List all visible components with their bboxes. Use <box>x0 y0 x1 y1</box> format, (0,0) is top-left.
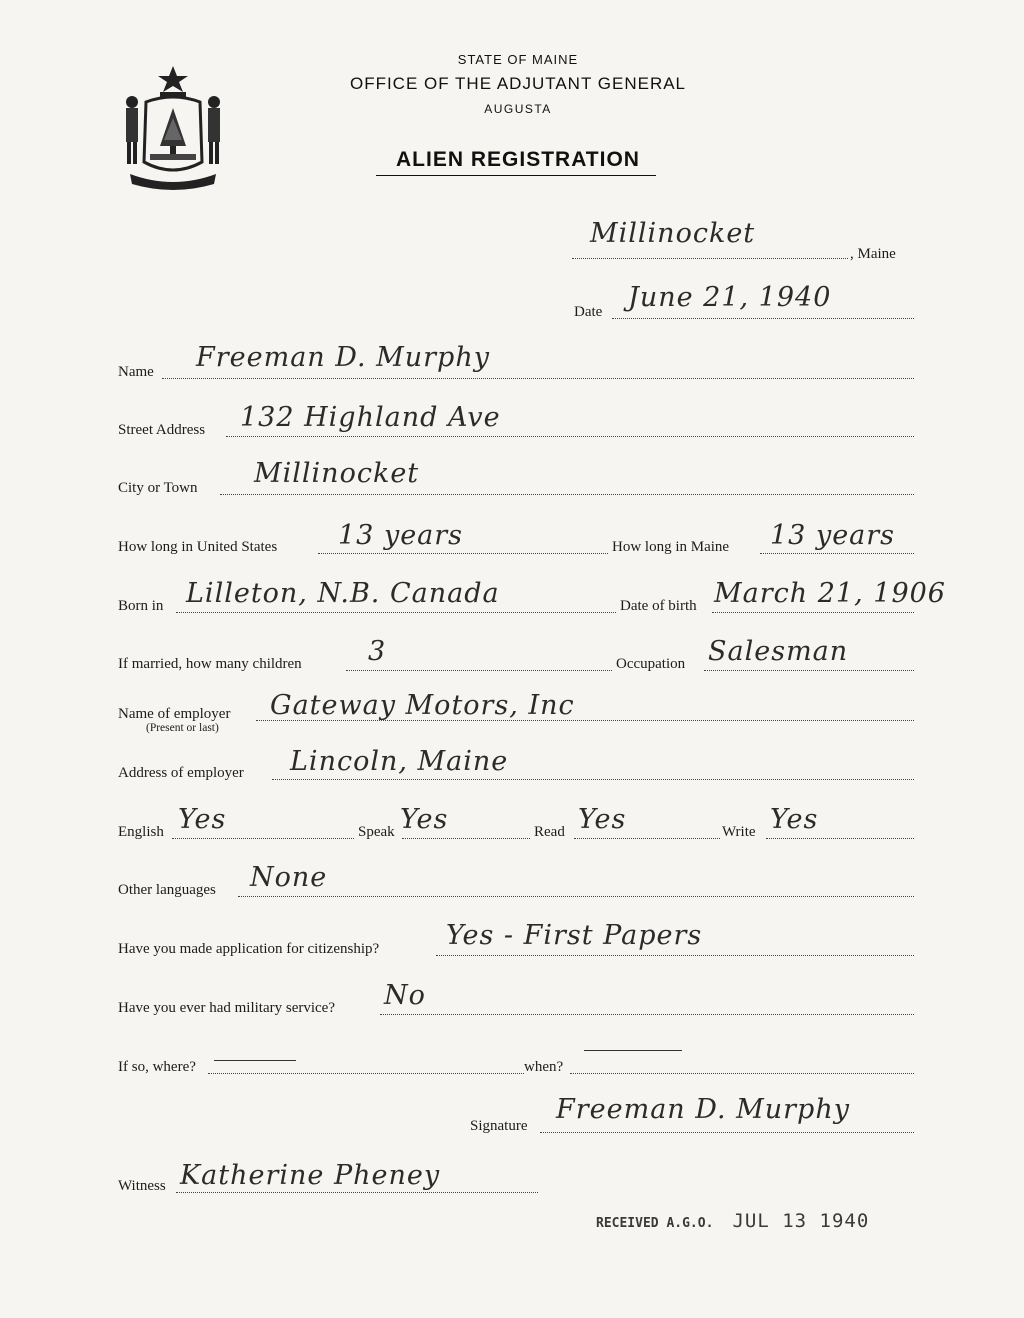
name-label: Name <box>118 364 154 380</box>
citizenship-value: Yes - First Papers <box>446 920 703 951</box>
received-stamp <box>596 1210 869 1232</box>
read-value: Yes <box>578 804 627 835</box>
read-line <box>574 838 720 839</box>
how-long-maine-line <box>760 553 914 554</box>
write-line <box>766 838 914 839</box>
date-line <box>612 318 914 319</box>
witness-line <box>176 1192 538 1193</box>
military-value: No <box>384 980 426 1011</box>
employer-address-line <box>272 779 914 780</box>
born-in-line <box>176 612 616 613</box>
form-title: ALIEN REGISTRATION <box>396 148 640 171</box>
header-city: AUGUSTA <box>484 102 552 116</box>
military-label: Have you ever had military service? <box>118 1000 335 1016</box>
how-long-us-value: 13 years <box>338 520 464 551</box>
stamp-date: JUL 13 1940 <box>732 1210 870 1232</box>
employer-address-value: Lincoln, Maine <box>290 746 509 777</box>
date-label: Date <box>574 304 603 320</box>
dob-value: March 21, 1906 <box>714 578 946 609</box>
children-value: 3 <box>368 636 387 667</box>
other-languages-line <box>238 896 914 897</box>
english-value: Yes <box>178 804 227 835</box>
where-line <box>208 1073 524 1074</box>
how-long-maine-label: How long in Maine <box>612 539 730 555</box>
write-label: Write <box>722 824 756 840</box>
street-value: 132 Highland Ave <box>240 402 501 433</box>
other-languages-label: Other languages <box>118 882 216 898</box>
dob-label: Date of birth <box>620 598 697 614</box>
read-label: Read <box>534 824 565 840</box>
born-in-value: Lilleton, N.B. Canada <box>186 578 500 609</box>
employer-label: Name of employer <box>118 706 231 722</box>
header-office: OFFICE OF THE ADJUTANT GENERAL <box>349 74 687 93</box>
signature-label: Signature <box>470 1118 528 1134</box>
town-value: Millinocket <box>590 218 756 249</box>
street-line <box>226 436 914 437</box>
witness-value: Katherine Pheney <box>180 1160 441 1191</box>
english-line <box>172 838 354 839</box>
when-label: when? <box>524 1059 564 1075</box>
occupation-label: Occupation <box>616 656 686 672</box>
witness-label: Witness <box>118 1178 166 1194</box>
english-label: English <box>118 824 164 840</box>
occupation-value: Salesman <box>708 636 849 667</box>
write-value: Yes <box>770 804 819 835</box>
signature-line <box>540 1132 914 1133</box>
header-state: STATE OF MAINE <box>457 52 579 67</box>
employer-address-label: Address of employer <box>118 765 244 781</box>
name-line <box>162 378 914 379</box>
how-long-maine-value: 13 years <box>770 520 896 551</box>
military-line <box>380 1014 914 1015</box>
born-in-label: Born in <box>118 598 164 614</box>
employer-sub-label: (Present or last) <box>146 722 219 734</box>
date-value: June 21, 1940 <box>628 282 832 313</box>
children-line <box>346 670 612 671</box>
citizenship-line <box>436 955 914 956</box>
title-underline <box>376 175 656 176</box>
when-dash <box>584 1050 682 1051</box>
signature-value: Freeman D. Murphy <box>556 1094 850 1125</box>
occupation-line <box>704 670 914 671</box>
when-line <box>570 1073 914 1074</box>
speak-line <box>402 838 530 839</box>
dob-line <box>712 612 914 613</box>
citizenship-label: Have you made application for citizenship? <box>118 941 380 957</box>
how-long-us-label: How long in United States <box>118 539 278 555</box>
where-dash <box>214 1060 296 1061</box>
street-label: Street Address <box>118 422 206 438</box>
name-value: Freeman D. Murphy <box>196 342 490 373</box>
city-label: City or Town <box>118 480 198 496</box>
employer-line <box>256 720 914 721</box>
other-languages-value: None <box>250 862 328 893</box>
how-long-us-line <box>318 553 608 554</box>
children-label: If married, how many children <box>118 656 302 672</box>
stamp-label: RECEIVED A.G.O. <box>596 1216 714 1231</box>
where-label: If so, where? <box>118 1059 196 1075</box>
city-value: Millinocket <box>254 458 420 489</box>
town-suffix-label: , Maine <box>850 246 896 262</box>
town-line <box>572 258 848 259</box>
speak-label: Speak <box>358 824 395 840</box>
speak-value: Yes <box>400 804 449 835</box>
city-line <box>220 494 914 495</box>
employer-value: Gateway Motors, Inc <box>270 690 575 721</box>
